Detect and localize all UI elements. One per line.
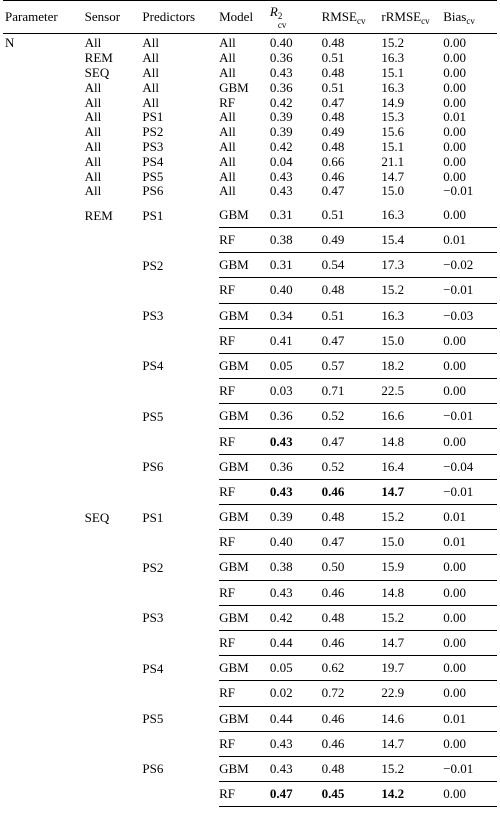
rrmse-cell: 19.7	[381, 656, 443, 681]
predictors-cell: PS1	[142, 109, 164, 125]
r2-cell: 0.43	[270, 731, 322, 756]
rmse-cell: 0.49	[322, 227, 382, 252]
r2-cell: 0.31	[270, 203, 322, 228]
model-cell: All	[219, 50, 236, 66]
r2-cell: 0.43	[270, 580, 322, 605]
header-bias	[443, 1, 497, 34]
rmse-cell: 0.52	[322, 454, 382, 479]
r2-cell: 0.40	[270, 530, 322, 555]
model-cell: GBM	[219, 605, 270, 630]
predictors-cell: All	[142, 64, 160, 80]
r2-cell: 0.40	[270, 278, 322, 303]
model-cell: RF	[219, 328, 270, 353]
rrmse-cell: 16.4	[381, 454, 443, 479]
group-body	[3, 203, 497, 807]
parameter-cell: N	[5, 35, 15, 50]
rmse-cell: 0.50	[322, 555, 382, 580]
r2-cell: 0.39	[269, 109, 293, 125]
rrmse-cell: 15.2	[381, 35, 405, 51]
r2-letter: R	[269, 4, 278, 19]
r2-cell: 0.02	[270, 681, 322, 706]
bias-cell: −0.01	[443, 756, 497, 781]
r2-cell: 0.36	[269, 50, 293, 66]
model-cell: GBM	[219, 505, 270, 530]
r2-cell: 0.44	[270, 706, 322, 731]
r2-cell: 0.42	[269, 138, 293, 154]
r2-cell: 0.42	[269, 94, 293, 110]
sensor-cell: SEQ	[84, 509, 110, 525]
sensor-cell: REM	[84, 207, 113, 223]
r2-cell: 0.44	[270, 630, 322, 655]
rmse-cell: 0.48	[321, 35, 345, 51]
r2-cell: 0.43	[269, 64, 293, 80]
model-cell: All	[219, 183, 236, 199]
model-cell: RF	[219, 681, 270, 706]
rmse-cell: 0.46	[321, 168, 345, 184]
model-cell: RF	[219, 94, 236, 110]
r2-cell: 0.43	[269, 168, 293, 184]
rmse-cell: 0.48	[322, 605, 382, 630]
bias-cell: 0.00	[443, 605, 497, 630]
bias-cell: 0.00	[443, 94, 466, 110]
predictors-cell: PS5	[142, 168, 164, 184]
predictors-cell: PS6	[142, 459, 164, 475]
r2-cell: 0.36	[269, 79, 293, 95]
bias-cell: 0.01	[443, 706, 497, 731]
sensor-cell: All	[84, 35, 102, 51]
r2-cell: 0.41	[270, 328, 322, 353]
r2-cell: 0.38	[270, 227, 322, 252]
bias-cell: 0.00	[443, 203, 497, 228]
r2-cell: 0.04	[269, 153, 293, 169]
rmse-sub: cv	[356, 16, 366, 26]
model-cell: GBM	[219, 404, 270, 429]
sensor-cell: All	[84, 94, 102, 110]
rrmse-cell: 14.6	[381, 706, 443, 731]
bias-cell: 0.00	[443, 124, 466, 140]
model-cell: RF	[219, 429, 270, 454]
rrmse-main: rRMSE	[381, 9, 422, 24]
rmse-cell: 0.51	[321, 79, 345, 95]
rrmse-cell: 14.8	[381, 580, 443, 605]
bias-cell: 0.00	[443, 79, 466, 95]
bias-cell: 0.00	[443, 681, 497, 706]
rrmse-cell: 15.4	[381, 227, 443, 252]
header-sensor: Sensor	[85, 1, 143, 34]
rrmse-cell: 15.0	[381, 328, 443, 353]
r2-cell: 0.34	[270, 303, 322, 328]
model-cell: All	[219, 168, 236, 184]
rmse-cell: 0.49	[321, 124, 345, 140]
bias-cell: 0.00	[443, 35, 466, 51]
model-cell: RF	[219, 630, 270, 655]
bias-cell: −0.04	[443, 454, 497, 479]
model-cell: GBM	[219, 454, 270, 479]
bias-cell: 0.00	[443, 555, 497, 580]
rmse-cell: 0.47	[322, 429, 382, 454]
header-rmse	[322, 1, 382, 34]
rrmse-cell: 14.7	[381, 731, 443, 756]
rrmse-cell: 16.3	[381, 50, 405, 66]
rrmse-cell: 15.6	[381, 124, 405, 140]
predictors-cell: PS1	[142, 509, 164, 525]
rmse-cell: 0.45	[322, 782, 382, 807]
rmse-cell: 0.52	[322, 404, 382, 429]
rrmse-cell: 16.3	[381, 203, 443, 228]
rmse-cell: 0.46	[322, 706, 382, 731]
r2-cell: 0.05	[270, 656, 322, 681]
rrmse-cell: 15.0	[381, 530, 443, 555]
model-cell: GBM	[219, 253, 270, 278]
predictors-cell: All	[142, 50, 160, 66]
rrmse-sub: cv	[421, 16, 430, 26]
model-cell: GBM	[219, 555, 270, 580]
predictors-cell: PS4	[142, 358, 164, 374]
bias-cell: −0.01	[443, 278, 497, 303]
header-r2	[270, 1, 322, 34]
r2-cell: 0.40	[269, 35, 293, 51]
model-cell: RF	[219, 379, 270, 404]
rrmse-cell: 15.9	[381, 555, 443, 580]
table-row	[3, 505, 497, 530]
rmse-cell: 0.46	[322, 479, 382, 504]
bias-cell: 0.00	[443, 630, 497, 655]
r2-symbol	[270, 4, 286, 30]
sensor-cell: REM	[84, 50, 113, 66]
r2-cell: 0.38	[270, 555, 322, 580]
rrmse-cell: 17.3	[381, 253, 443, 278]
rrmse-cell: 16.6	[381, 404, 443, 429]
predictors-cell: PS3	[142, 138, 164, 154]
sensor-cell: All	[84, 138, 102, 154]
sensor-cell: All	[84, 109, 102, 125]
rrmse-cell: 15.3	[381, 109, 405, 125]
predictors-cell: PS2	[142, 257, 164, 273]
bias-cell: 0.00	[443, 731, 497, 756]
r2-cell: 0.36	[270, 454, 322, 479]
r2-cell: 0.31	[270, 253, 322, 278]
model-cell: All	[219, 64, 236, 80]
model-cell: GBM	[219, 706, 270, 731]
rrmse-cell: 15.1	[381, 64, 405, 80]
header-model: Model	[219, 1, 270, 34]
rrmse-cell: 14.2	[381, 782, 443, 807]
bias-cell: 0.00	[443, 782, 497, 807]
predictors-cell: PS6	[142, 183, 164, 199]
rmse-cell: 0.47	[322, 530, 382, 555]
r2-cell: 0.05	[270, 353, 322, 378]
sensor-cell: All	[84, 183, 102, 199]
bias-cell: 0.00	[443, 64, 466, 80]
r2-sup: 2	[277, 11, 283, 21]
r2-cell: 0.42	[270, 605, 322, 630]
bias-cell: 0.00	[443, 328, 497, 353]
r2-sub: cv	[277, 20, 287, 30]
model-cell: RF	[219, 530, 270, 555]
r2-cell: 0.43	[269, 183, 293, 199]
r2-cell: 0.03	[270, 379, 322, 404]
bias-cell: 0.00	[443, 353, 497, 378]
parameter-empty-cell	[3, 203, 85, 505]
rrmse-cell: 14.7	[381, 630, 443, 655]
model-cell: All	[219, 35, 236, 51]
sensor-cell: All	[84, 124, 102, 140]
bias-cell: 0.01	[443, 505, 497, 530]
rmse-cell: 0.46	[322, 580, 382, 605]
rrmse-cell: 14.7	[381, 479, 443, 504]
header-row	[3, 1, 497, 34]
model-cell: RF	[219, 227, 270, 252]
rmse-cell: 0.51	[322, 203, 382, 228]
model-cell: GBM	[219, 303, 270, 328]
rrmse-cell: 15.1	[381, 138, 405, 154]
rrmse-cell: 14.7	[381, 168, 405, 184]
bias-main: Bias	[443, 9, 467, 24]
predictors-cell: PS2	[142, 559, 164, 575]
rrmse-cell: 14.9	[381, 94, 405, 110]
rrmse-cell: 22.9	[381, 681, 443, 706]
summary-body	[3, 34, 497, 203]
model-cell: GBM	[219, 756, 270, 781]
r2-cell: 0.47	[270, 782, 322, 807]
r2-scripts	[278, 12, 287, 30]
sensor-cell: All	[84, 168, 102, 184]
bias-cell: 0.01	[443, 530, 497, 555]
rmse-cell: 0.48	[321, 138, 345, 154]
r2-cell: 0.43	[270, 756, 322, 781]
rrmse-cell: 16.3	[381, 303, 443, 328]
bias-cell: 0.00	[443, 429, 497, 454]
table-row	[3, 34, 497, 51]
predictors-cell: PS1	[142, 207, 164, 223]
rmse-cell: 0.48	[321, 64, 345, 80]
rrmse-cell: 18.2	[381, 353, 443, 378]
r2-cell: 0.39	[270, 505, 322, 530]
parameter-empty-cell	[3, 505, 85, 807]
predictors-cell: PS4	[142, 660, 164, 676]
bias-cell: 0.00	[443, 168, 466, 184]
rrmse-cell: 15.0	[381, 183, 405, 199]
model-cell: GBM	[219, 203, 270, 228]
r2-cell: 0.43	[270, 429, 322, 454]
model-cell: RF	[219, 479, 270, 504]
predictors-cell: PS3	[142, 308, 164, 324]
rrmse-cell: 15.2	[381, 605, 443, 630]
rmse-cell: 0.48	[321, 109, 345, 125]
sensor-cell: SEQ	[84, 64, 110, 80]
bias-sub: cv	[466, 16, 475, 26]
predictors-cell: PS5	[142, 408, 164, 424]
rrmse-cell: 16.3	[381, 79, 405, 95]
predictors-cell: PS4	[142, 153, 164, 169]
r2-cell: 0.39	[269, 124, 293, 140]
model-cell: All	[219, 109, 236, 125]
bias-cell: −0.01	[443, 183, 474, 199]
results-table	[3, 0, 497, 807]
r2-cell: 0.36	[270, 404, 322, 429]
rmse-cell: 0.46	[322, 731, 382, 756]
table-row	[3, 203, 497, 228]
rmse-main: RMSE	[321, 9, 357, 24]
rmse-cell: 0.47	[321, 183, 345, 199]
rmse-cell: 0.66	[321, 153, 345, 169]
rrmse-cell: 15.2	[381, 505, 443, 530]
rmse-cell: 0.46	[322, 630, 382, 655]
model-cell: GBM	[219, 656, 270, 681]
rmse-cell: 0.47	[322, 328, 382, 353]
bias-cell: −0.01	[443, 404, 497, 429]
header-rrmse	[381, 1, 443, 34]
model-cell: GBM	[219, 79, 249, 95]
rmse-cell: 0.62	[322, 656, 382, 681]
rmse-cell: 0.48	[322, 505, 382, 530]
rmse-cell: 0.71	[322, 379, 382, 404]
rrmse-cell: 21.1	[381, 153, 405, 169]
table-header	[3, 1, 497, 34]
bias-cell: −0.02	[443, 253, 497, 278]
header-predictors: Predictors	[142, 1, 219, 34]
rmse-cell: 0.72	[322, 681, 382, 706]
bias-cell: 0.01	[443, 109, 466, 125]
bias-cell: 0.00	[443, 656, 497, 681]
predictors-cell: PS3	[142, 610, 164, 626]
predictors-cell: All	[142, 35, 160, 51]
r2-cell: 0.43	[270, 479, 322, 504]
model-cell: All	[219, 138, 236, 154]
predictors-cell: PS2	[142, 124, 164, 140]
rmse-cell: 0.48	[322, 278, 382, 303]
bias-cell: −0.01	[443, 479, 497, 504]
rmse-cell: 0.51	[321, 50, 345, 66]
bias-cell: 0.00	[443, 379, 497, 404]
sensor-cell: All	[84, 79, 102, 95]
header-parameter: Parameter	[3, 1, 85, 34]
rmse-cell: 0.48	[322, 756, 382, 781]
predictors-cell: All	[142, 94, 160, 110]
model-cell: RF	[219, 580, 270, 605]
bias-cell: 0.00	[443, 138, 466, 154]
rmse-cell: 0.57	[322, 353, 382, 378]
model-cell: RF	[219, 782, 270, 807]
bias-cell: 0.00	[443, 50, 466, 66]
model-cell: RF	[219, 278, 270, 303]
predictors-cell: PS6	[142, 761, 164, 777]
bias-cell: 0.00	[443, 580, 497, 605]
model-cell: All	[219, 124, 236, 140]
model-cell: GBM	[219, 353, 270, 378]
bias-cell: 0.01	[443, 227, 497, 252]
rrmse-cell: 14.8	[381, 429, 443, 454]
bias-cell: −0.03	[443, 303, 497, 328]
predictors-cell: PS5	[142, 711, 164, 727]
bias-cell: 0.00	[443, 153, 466, 169]
rmse-cell: 0.47	[321, 94, 345, 110]
rmse-cell: 0.51	[322, 303, 382, 328]
rrmse-cell: 22.5	[381, 379, 443, 404]
model-cell: RF	[219, 731, 270, 756]
rrmse-cell: 15.2	[381, 756, 443, 781]
predictors-cell: All	[142, 79, 160, 95]
sensor-cell: All	[84, 153, 102, 169]
rrmse-cell: 15.2	[381, 278, 443, 303]
model-cell: All	[219, 153, 236, 169]
rmse-cell: 0.54	[322, 253, 382, 278]
